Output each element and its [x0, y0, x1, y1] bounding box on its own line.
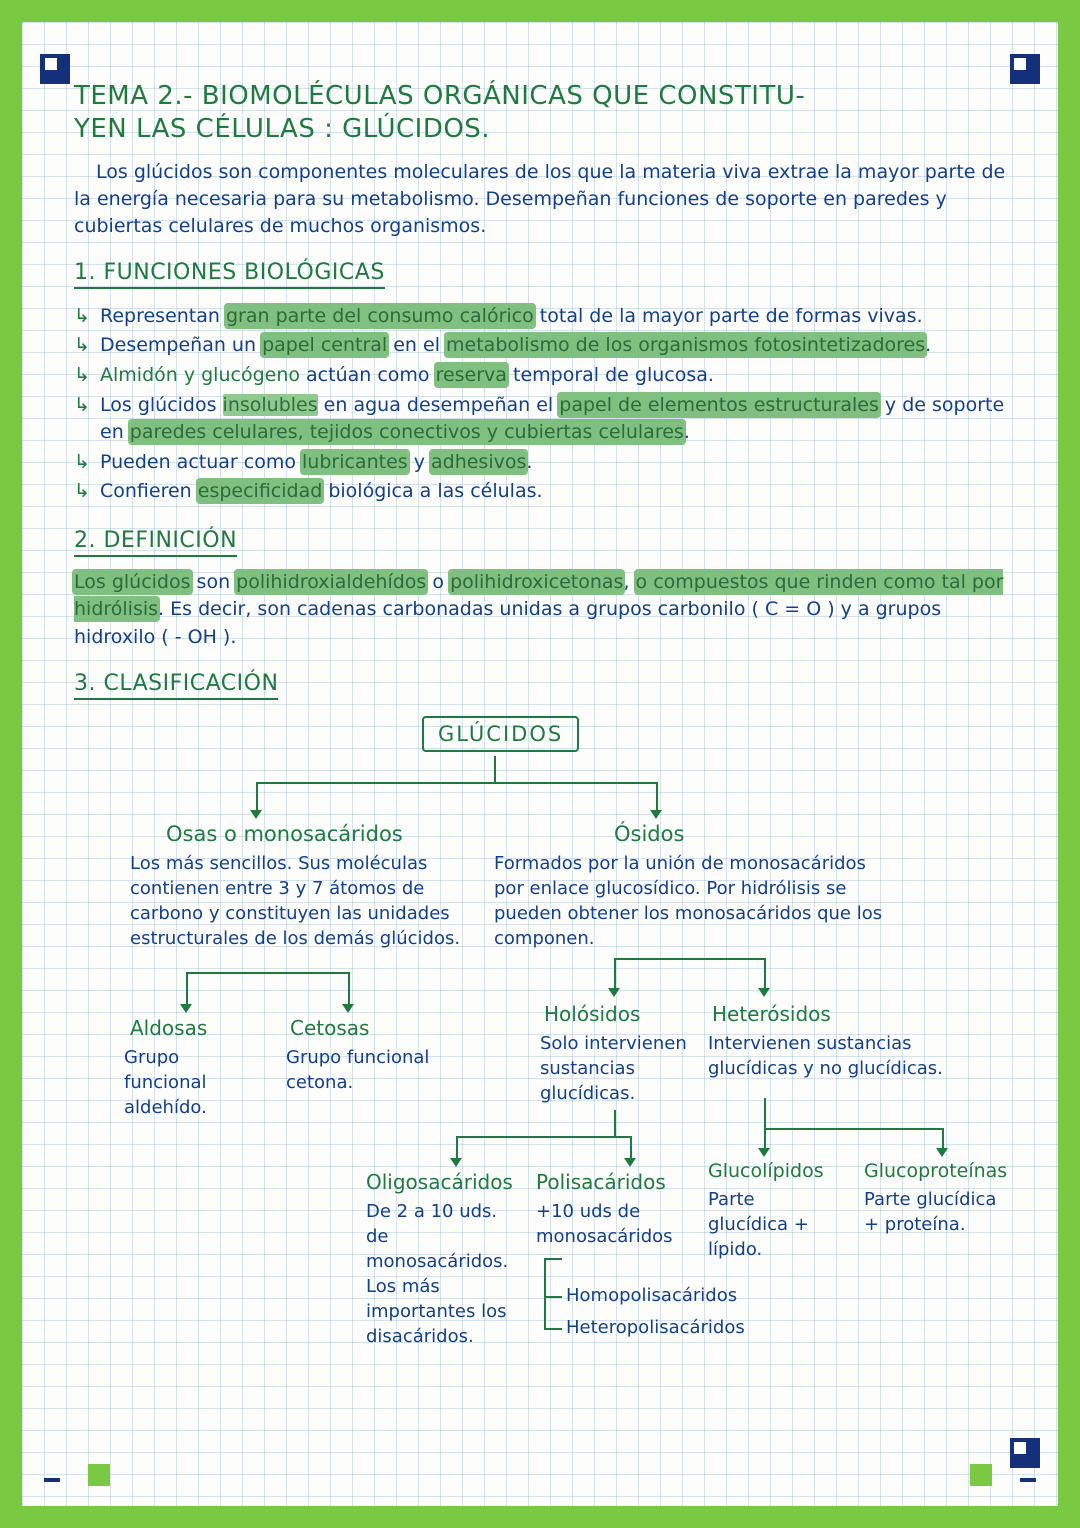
- arrow-icon: [342, 1004, 354, 1013]
- connector: [348, 972, 350, 1008]
- connector: [544, 1328, 562, 1330]
- tree-label-cetosas: Cetosas: [290, 1016, 370, 1041]
- tree-text-cetosas: Grupo funcional cetona.: [286, 1047, 430, 1094]
- section-heading-definition: 2. DEFINICIÓN: [74, 528, 237, 557]
- list-item: ↳ Desempeñan un papel central en el metabolismo de los organismos fotosintetizadores.: [74, 332, 1018, 360]
- arrow-icon: [650, 810, 662, 819]
- scan-dash-right: [1020, 1478, 1036, 1482]
- tree-text-oligosacaridos: De 2 a 10 uds. de monosacáridos. Los más importantes los disacáridos.: [366, 1201, 509, 1347]
- arrow-icon: ↳: [74, 304, 90, 327]
- connector: [456, 1136, 632, 1138]
- connector: [544, 1296, 562, 1298]
- tree-text-glucolipidos: Parte glucídica + lípido.: [708, 1189, 809, 1261]
- tree-text-heteropolisacaridos: Heteropolisacáridos: [566, 1317, 745, 1339]
- section-heading-functions: 1. FUNCIONES BIOLÓGICAS: [74, 260, 385, 289]
- tree-text-heterosidos: Intervienen sustancias glucídicas y no glucídicas.: [708, 1033, 943, 1080]
- title-line-1: TEMA 2.- BIOMOLÉCULAS ORGÁNICAS QUE CONSTITU-: [74, 81, 806, 111]
- tree-label-osidos: Ósidos: [614, 822, 685, 847]
- arrow-icon: [624, 1158, 636, 1167]
- arrow-icon: ↳: [74, 364, 90, 386]
- connector: [614, 1110, 616, 1136]
- arrow-icon: [936, 1148, 948, 1157]
- arrow-icon: ↳: [74, 334, 90, 357]
- intro-paragraph: Los glúcidos son componentes moleculares de los que la materia viva extrae la mayor parte de la energía necesaria para su metabolismo. Desempeñan funciones de soporte en paredes y cubiertas celulares de muchos organismos.: [74, 161, 1006, 237]
- title-line-2: YEN LAS CÉLULAS : GLÚCIDOS.: [74, 113, 491, 144]
- tree-node-root: GLÚCIDOS: [422, 716, 579, 752]
- arrow-icon: [758, 988, 770, 997]
- scan-dash-left: [44, 1478, 60, 1482]
- list-item: ↳ Pueden actuar como lubricantes y adhesivos.: [74, 449, 1018, 477]
- list-item: ↳ Almidón y glucógeno actúan como reserva temporal de glucosa.: [74, 362, 1018, 390]
- tree-text-holosidos: Solo intervienen sustancias glucídicas.: [540, 1033, 687, 1105]
- functions-bullet-list: [74, 303, 1018, 506]
- connector: [186, 972, 188, 1008]
- tree-text-polisacaridos: +10 uds de monosacáridos: [536, 1201, 673, 1248]
- arrow-icon: [758, 1148, 770, 1157]
- list-item: ↳ Representan gran parte del consumo calórico total de la mayor parte de formas vivas.: [74, 303, 1018, 331]
- classification-diagram: [74, 710, 1018, 1347]
- tree-text-glucoproteinas: Parte glucídica + proteína.: [864, 1189, 997, 1236]
- list-item: ↳ Confieren especificidad biológica a las células.: [74, 478, 1018, 506]
- connector: [186, 972, 348, 974]
- connector: [764, 1098, 766, 1128]
- green-square-left: [88, 1464, 110, 1486]
- list-item: ↳ Los glúcidos insolubles en agua desempeñan el papel de elementos estructurales y de soporte en paredes celulares, tejidos conectivos y cubiertas celulares.: [74, 393, 1005, 444]
- tree-label-glucoproteinas: Glucoproteínas: [864, 1160, 1008, 1183]
- connector: [764, 1128, 942, 1130]
- page-title: [74, 80, 1018, 145]
- connector: [764, 958, 766, 992]
- tree-label-osas: Osas o monosacáridos: [166, 822, 403, 847]
- arrow-icon: [450, 1158, 462, 1167]
- tree-text-osidos: Formados por la unión de monosacáridos por enlace glucosídico. Por hidrólisis se pueden obtener los monosacáridos que los componen.: [494, 853, 883, 949]
- tree-label-polisacaridos: Polisacáridos: [536, 1170, 666, 1195]
- connector: [614, 958, 764, 960]
- scan-marker-bottom-right: [1010, 1438, 1040, 1468]
- arrow-icon: ↳: [74, 480, 90, 503]
- green-square-right: [970, 1464, 992, 1486]
- arrow-icon: [180, 1004, 192, 1013]
- tree-text-osas: Los más sencillos. Sus moléculas contienen entre 3 y 7 átomos de carbono y constituyen las unidades estructurales de los demás glúcidos.: [130, 853, 461, 949]
- arrow-icon: [250, 810, 262, 819]
- connector: [544, 1258, 562, 1260]
- tree-label-holosidos: Holósidos: [544, 1002, 641, 1027]
- connector: [256, 782, 656, 784]
- scan-marker-top-left: [40, 54, 70, 84]
- tree-label-aldosas: Aldosas: [130, 1016, 208, 1041]
- arrow-icon: [608, 988, 620, 997]
- arrow-icon: ↳: [74, 450, 90, 473]
- grid-paper-sheet: [22, 22, 1058, 1506]
- connector: [544, 1258, 546, 1328]
- tree-label-heterosidos: Heterósidos: [712, 1002, 831, 1027]
- arrow-icon: ↳: [74, 393, 90, 416]
- tree-label-glucolipidos: Glucolípidos: [708, 1160, 824, 1183]
- tree-text-aldosas: Grupo funcional aldehído.: [124, 1047, 207, 1119]
- section-heading-classification: 3. CLASIFICACIÓN: [74, 671, 278, 700]
- tree-label-oligosacaridos: Oligosacáridos: [366, 1170, 513, 1195]
- tree-text-homopolisacaridos: Homopolisacáridos: [566, 1285, 738, 1307]
- connector: [614, 958, 616, 992]
- connector: [494, 756, 496, 782]
- definition-paragraph: Los glúcidos son polihidroxialdehídos o polihidroxicetonas, o compuestos que rinden como tal por hidrólisis. Es decir, son cadenas carbonadas unidas a grupos carbonilo ( C = O ) y a grupos hidroxilo ( - OH ).: [74, 570, 1004, 648]
- note-content: [74, 80, 1018, 1347]
